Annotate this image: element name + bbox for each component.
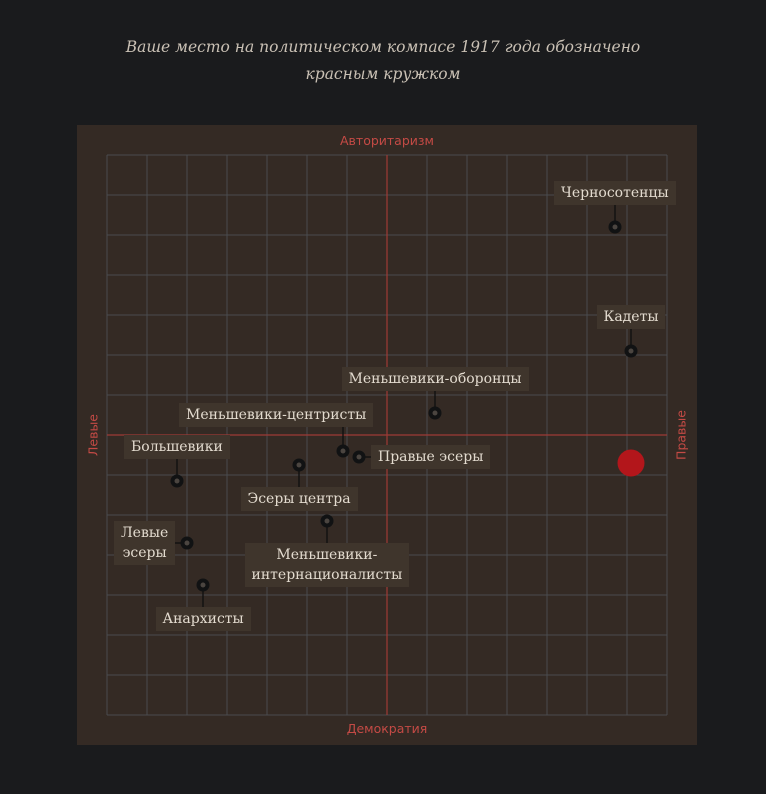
party-point-center <box>175 479 180 484</box>
point-label: Анархисты <box>156 607 251 631</box>
caption-line-2: красным кружком <box>305 65 461 83</box>
party-point-center <box>357 455 362 460</box>
point-label: Большевики <box>124 435 230 459</box>
party-point-center <box>629 349 634 354</box>
party-point-center <box>613 225 618 230</box>
party-point-center <box>297 463 302 468</box>
political-compass <box>77 125 697 745</box>
point-label: Правые эсеры <box>371 445 490 469</box>
party-point-center <box>201 583 206 588</box>
point-label: Черносотенцы <box>554 181 676 205</box>
point-label: Кадеты <box>597 305 666 329</box>
user-position-marker <box>618 450 645 477</box>
point-label: Меньшевики-центристы <box>179 403 373 427</box>
party-point-center <box>433 411 438 416</box>
point-label: Меньшевики- интернационалисты <box>245 543 410 587</box>
point-label: Эсеры центра <box>241 487 358 511</box>
party-point-center <box>325 519 330 524</box>
axis-label-bottom: Демократия <box>346 721 428 736</box>
party-point-center <box>185 541 190 546</box>
axis-label-left: Левые <box>85 413 101 457</box>
party-point-center <box>341 449 346 454</box>
chart-caption <box>0 34 766 88</box>
point-label: Левые эсеры <box>114 521 175 565</box>
axis-label-right: Правые <box>673 410 689 460</box>
axis-label-top: Авторитаризм <box>340 133 434 148</box>
point-label: Меньшевики-оборонцы <box>342 367 529 391</box>
caption-line-1: Ваше место на политическом компасе 1917 года обозначено <box>125 38 641 56</box>
